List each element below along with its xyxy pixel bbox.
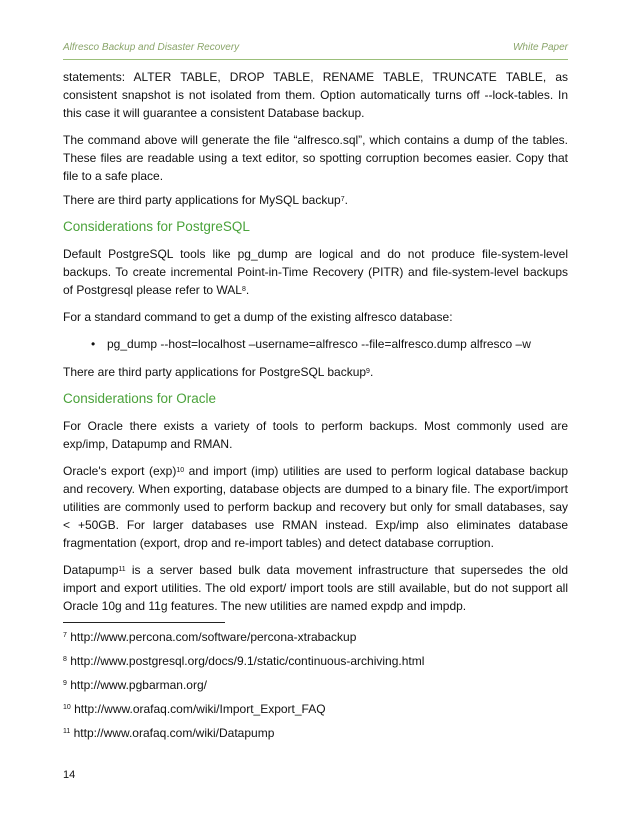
footnote-8[interactable] [63,652,568,676]
footnote-number: 9 [63,680,67,687]
footnote-link[interactable]: http://www.percona.com/software/percona-xtrabackup [66,630,357,644]
list-item [63,335,568,353]
footnote-divider [63,622,225,623]
paragraph-oracle-tools: For Oracle there exists a variety of tools to perform backups. Most commonly used are exp/imp, Datapump and RMAN. [63,419,568,451]
postgres-third-party-text: There are third party applications for PostgreSQL backup [63,365,367,379]
footnote-link[interactable]: http://www.orafaq.com/wiki/Import_Export_FAQ [70,702,326,716]
datapump-lead: Datapump [63,563,119,577]
oracle-export-lead: Oracle's export (exp) [63,464,177,478]
page-number: 14 [63,769,76,781]
footnote-11[interactable] [63,724,568,748]
heading-oracle: Considerations for Oracle [63,391,217,406]
paragraph-postgres-tools [63,245,568,299]
paragraph-mysql-options: statements: ALTER TABLE, DROP TABLE, RENAME TABLE, TRUNCATE TABLE, as consistent snapshot is not isolated from them. Option automatically turns off --lock-tables. In this case it will guarantee a consistent Database backup. [63,70,568,120]
heading-postgresql: Considerations for PostgreSQL [63,219,250,234]
datapump-text: is a server based bulk data movement infrastructure that supersedes the old import and export utilities. The old export/ import tools are still available, but do not support all Oracle 10g and 11g features. The new utilities are named expdp and impdp. [63,563,568,613]
footnote-9[interactable] [63,676,568,700]
header-divider [63,59,568,60]
footnote-number: 10 [63,704,71,711]
period: . [369,365,374,379]
mysql-third-party-text: There are third party applications for MySQL backup [63,193,341,207]
footnote-10[interactable] [63,700,568,724]
footnote-ref-9[interactable]: 9 [366,368,370,375]
paragraph-mysql-third-party [63,191,568,209]
paragraph-alfresco-sql: The command above will generate the file “alfresco.sql”, which contains a dump of the tables. These files are readable using a text editor, so spotting corruption becomes easier. Copy that file to a safe place. [63,133,568,183]
footnote-number: 11 [63,728,71,735]
footnote-7[interactable] [63,628,568,652]
oracle-export-text: and import (imp) utilities are used to perform logical database backup and recovery. When exporting, database objects are dumped to a binary file. The export/import utilities are commonly used to perform backup and recovery but only for small databases, say < +50GB. For larger databases use RMAN instead. Exp/imp also eliminates database fragmentation (export, drop and re-import tables) and detect database corruption. [63,464,568,550]
postgres-tools-text: Default PostgreSQL tools like pg_dump are logical and do not produce file-system-level backups. To create incremental Point-in-Time Recovery (PITR) and file-system-level backups of Postgresql please refer to WAL [63,247,568,297]
footnote-number: 7 [63,632,67,639]
footnote-number: 8 [63,656,67,663]
header-doc-type: White Paper [512,42,568,53]
paragraph-postgres-third-party [63,363,568,381]
footnote-link[interactable]: http://www.pgbarman.org/ [66,678,207,692]
footnote-ref-7[interactable]: 7 [340,196,345,203]
header-title: Alfresco Backup and Disaster Recovery [63,42,240,53]
paragraph-postgres-command-intro: For a standard command to get a dump of the existing alfresco database: [63,310,453,324]
period: . [245,283,250,297]
pg-dump-command: pg_dump --host=localhost –username=alfresco --file=alfresco.dump alfresco –w [107,337,531,351]
footnote-ref-11[interactable]: 11 [118,566,126,573]
page-header [63,42,568,53]
page-body [63,68,568,624]
footnote-link[interactable]: http://www.postgresql.org/docs/9.1/static/continuous-archiving.html [66,654,425,668]
bullet-icon: • [91,337,96,351]
period: . [344,193,348,207]
footnotes [63,628,568,748]
paragraph-oracle-export [63,462,568,552]
footnote-link[interactable]: http://www.orafaq.com/wiki/Datapump [70,726,275,740]
paragraph-datapump [63,561,568,615]
footnote-ref-8[interactable]: 8 [241,286,246,293]
footnote-ref-10[interactable]: 10 [176,467,185,474]
